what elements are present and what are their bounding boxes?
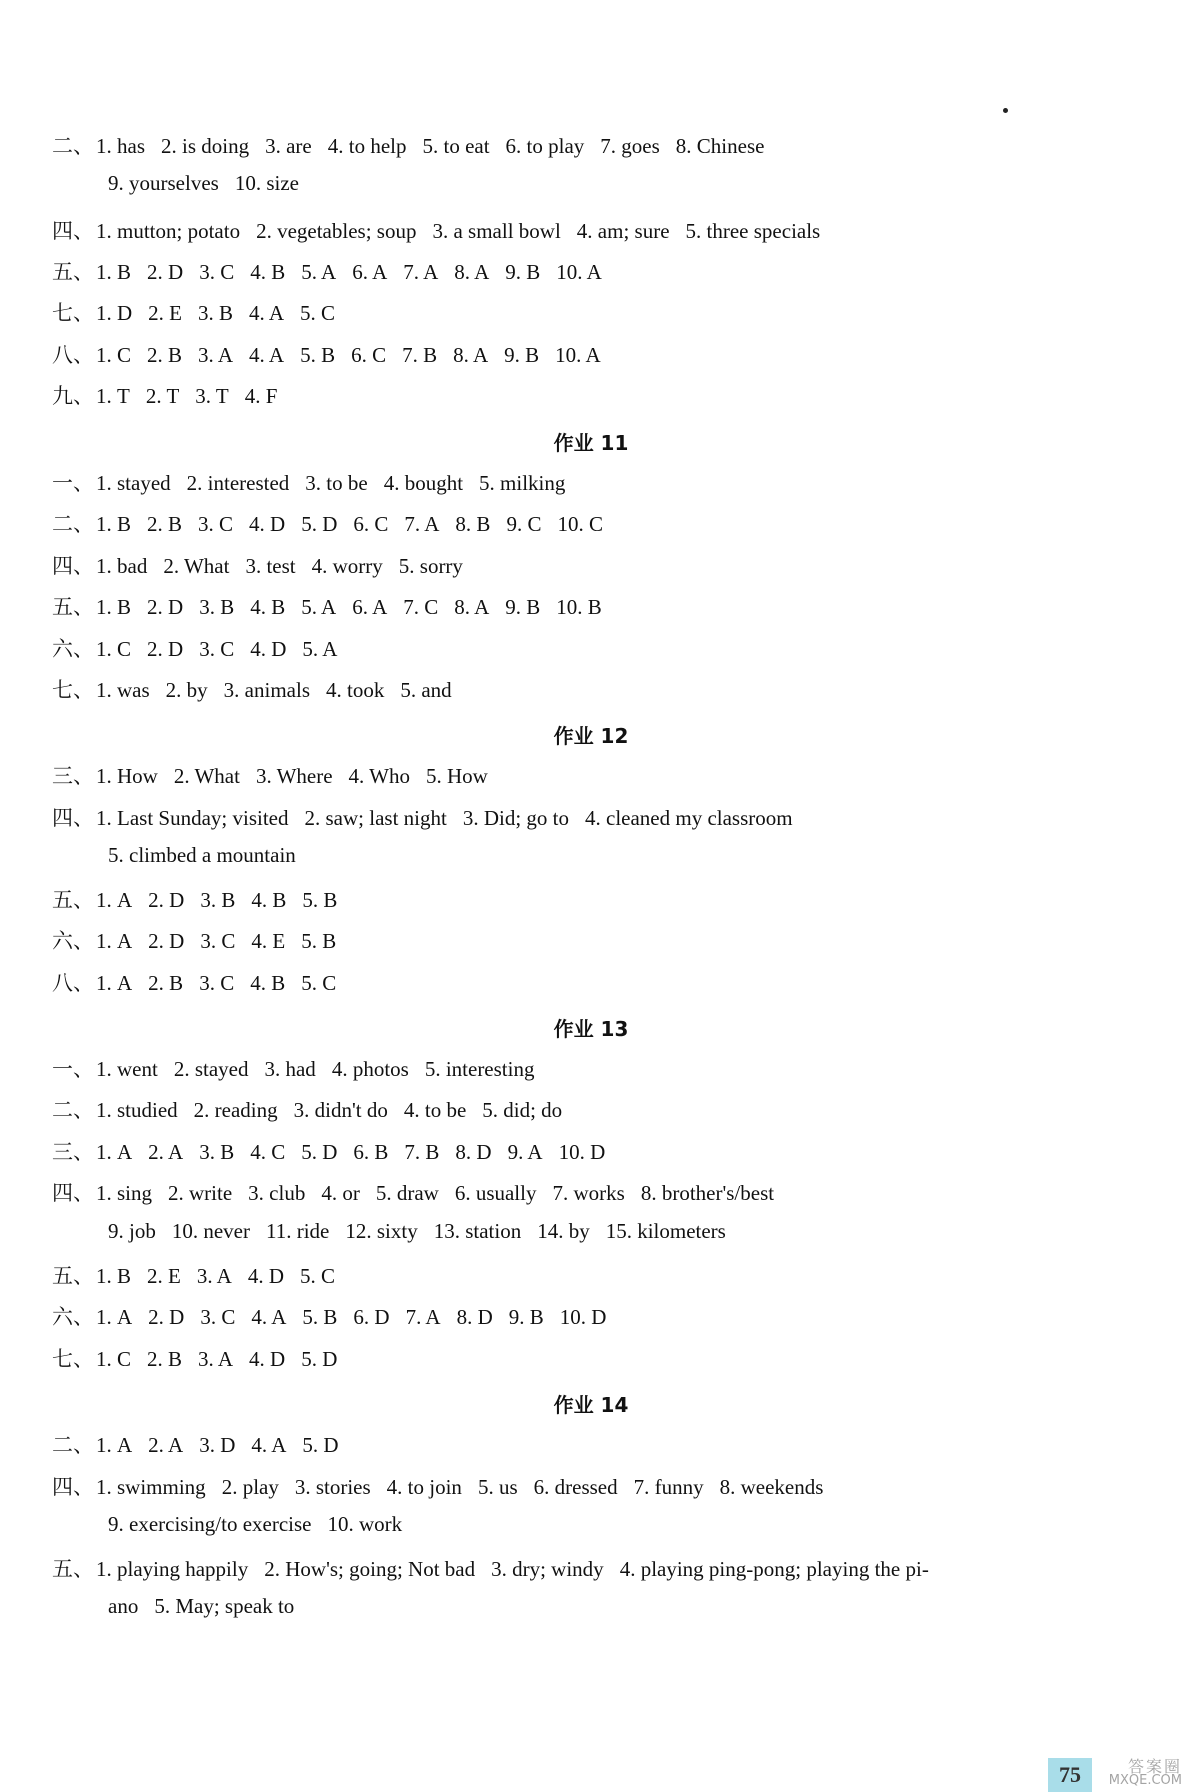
answer-item: 4. or <box>321 1181 360 1205</box>
answer-item: 2. B <box>147 512 183 536</box>
answer-item: 5. C <box>301 971 337 995</box>
answer-item: 6. C <box>351 343 387 367</box>
answer-line <box>52 593 1142 621</box>
answer-item: 10. D <box>559 1305 607 1329</box>
answer-item: 1. D <box>96 301 133 325</box>
answer-item: 4. C <box>250 1140 286 1164</box>
answer-item: 5. How <box>425 764 488 788</box>
answer-item: 1. went <box>96 1057 158 1081</box>
answer-line <box>52 1303 1142 1331</box>
answer-line <box>52 469 1142 497</box>
answer-item: 9. B <box>505 595 541 619</box>
section-label: 六、 <box>52 637 94 661</box>
answer-item: 5. did; do <box>482 1098 563 1122</box>
answer-item: 3. C <box>199 971 235 995</box>
section-heading: 作业 14 <box>553 1393 629 1417</box>
answer-item: 8. B <box>455 512 491 536</box>
answer-item: 6. D <box>353 1305 390 1329</box>
answer-item: 8. A <box>454 260 490 284</box>
answer-item: 10. A <box>555 343 601 367</box>
answer-item: 2. vegetables; soup <box>256 219 417 243</box>
section-label: 二、 <box>52 134 94 158</box>
answer-item: 7. A <box>403 260 439 284</box>
answer-item: 12. sixty <box>345 1219 418 1243</box>
section-label: 四、 <box>52 219 94 243</box>
answer-item: 3. B <box>199 1140 235 1164</box>
answer-item: 1. sing <box>96 1181 153 1205</box>
answer-item: 1. A <box>96 1433 133 1457</box>
answer-item: 2. saw; last night <box>304 806 447 830</box>
answer-line <box>52 299 1142 327</box>
answer-item: 1. was <box>96 678 150 702</box>
section-label: 五、 <box>52 260 94 284</box>
answer-line <box>52 1179 1142 1207</box>
answer-item: 5. B <box>301 929 337 953</box>
section-label: 九、 <box>52 384 94 408</box>
section-heading: 作业 13 <box>553 1017 629 1041</box>
answer-item: 1. A <box>96 888 133 912</box>
answer-item: 4. to help <box>327 134 407 158</box>
answer-item: 2. D <box>148 929 185 953</box>
watermark-logo: 答案圈 <box>1127 1757 1182 1776</box>
answer-item: 5. three specials <box>685 219 821 243</box>
answer-item: 4. to be <box>403 1098 467 1122</box>
answer-item: 4. B <box>251 888 287 912</box>
answer-item: 4. A <box>251 1433 287 1457</box>
section-label: 七、 <box>52 678 94 702</box>
answer-line <box>108 1217 1142 1245</box>
answer-item: 4. B <box>250 595 286 619</box>
answer-item: 1. B <box>96 595 132 619</box>
answer-item: 2. reading <box>193 1098 278 1122</box>
answer-item: 1. A <box>96 971 133 995</box>
answer-item: 4. F <box>244 384 278 408</box>
answer-item: 8. brother's/best <box>640 1181 775 1205</box>
answer-item: 7. works <box>552 1181 625 1205</box>
answer-item: 10. never <box>171 1219 250 1243</box>
answer-item: 3. club <box>248 1181 306 1205</box>
section-label: 六、 <box>52 1305 94 1329</box>
section-label: 一、 <box>52 1057 94 1081</box>
answer-item: 9. exercising/to exercise <box>108 1512 312 1536</box>
answer-item: 7. B <box>402 343 438 367</box>
answer-line <box>52 886 1142 914</box>
answer-line <box>52 382 1142 410</box>
answer-item: 5. us <box>477 1475 518 1499</box>
answer-item: 6. dressed <box>533 1475 618 1499</box>
answer-item: 2. How's; going; Not bad <box>264 1557 476 1581</box>
answer-item: 8. D <box>455 1140 492 1164</box>
section-label: 二、 <box>52 1098 94 1122</box>
answer-item: 6. A <box>352 595 388 619</box>
answer-item: 1. swimming <box>96 1475 206 1499</box>
answer-item: 2. is doing <box>161 134 250 158</box>
answer-item: 5. and <box>400 678 452 702</box>
section-label: 八、 <box>52 971 94 995</box>
answer-item: 9. job <box>108 1219 156 1243</box>
answer-item: 7. C <box>403 595 439 619</box>
answer-item: 7. goes <box>600 134 660 158</box>
answer-item: 3. C <box>199 260 235 284</box>
answer-item: 3. to be <box>305 471 368 495</box>
section-heading: 作业 12 <box>553 724 629 748</box>
answer-item: 2. A <box>148 1140 184 1164</box>
answer-item: 7. funny <box>633 1475 704 1499</box>
answer-item: 3. B <box>198 301 234 325</box>
answer-item: 3. A <box>196 1264 232 1288</box>
answer-item: 4. B <box>250 260 286 284</box>
answer-item: 1. A <box>96 1305 133 1329</box>
answer-line <box>108 1592 1142 1620</box>
answer-line <box>52 510 1142 538</box>
answer-line <box>52 341 1142 369</box>
answer-item: 4. B <box>250 971 286 995</box>
answer-item: 3. Did; go to <box>462 806 569 830</box>
answer-item: 4. A <box>249 301 285 325</box>
answer-item: 3. are <box>265 134 312 158</box>
answer-item: 4. playing ping-pong; playing the pi- <box>619 1557 929 1581</box>
answer-item: 5. interesting <box>424 1057 535 1081</box>
answer-item: 2. D <box>148 1305 185 1329</box>
answer-item: 1. bad <box>96 554 148 578</box>
watermark-url: MXQE.COM <box>1108 1773 1182 1788</box>
answer-item: 1. A <box>96 929 133 953</box>
answer-item: 4. to join <box>386 1475 462 1499</box>
answer-line <box>52 1055 1142 1083</box>
answer-item: 2. by <box>165 678 208 702</box>
answer-item: 10. work <box>327 1512 403 1536</box>
answer-item: 3. had <box>264 1057 316 1081</box>
answer-item: 3. a small bowl <box>432 219 561 243</box>
answer-item: 8. D <box>456 1305 493 1329</box>
answer-item: 5. C <box>300 301 336 325</box>
answer-item: 14. by <box>537 1219 590 1243</box>
answer-item: 5. B <box>302 888 338 912</box>
section-label: 一、 <box>52 471 94 495</box>
answer-item: 9. B <box>505 260 541 284</box>
section-label: 四、 <box>52 554 94 578</box>
answer-item: 4. am; sure <box>576 219 670 243</box>
answer-item: 3. C <box>198 512 234 536</box>
answer-item: 5. D <box>301 1347 338 1371</box>
section-label: 五、 <box>52 595 94 619</box>
answer-line <box>52 132 1142 160</box>
answer-line <box>52 927 1142 955</box>
answer-item: 4. E <box>251 929 286 953</box>
section-label: 六、 <box>52 929 94 953</box>
answer-line <box>52 1473 1142 1501</box>
answer-item: 4. photos <box>331 1057 409 1081</box>
answer-item: 1. stayed <box>96 471 171 495</box>
answer-item: 11. ride <box>265 1219 330 1243</box>
answer-item: 2. interested <box>186 471 290 495</box>
answer-item: 8. weekends <box>719 1475 824 1499</box>
answer-item: 2. write <box>168 1181 233 1205</box>
answer-item: 1. Last Sunday; visited <box>96 806 289 830</box>
answer-line <box>52 969 1142 997</box>
answer-line <box>52 635 1142 663</box>
answer-item: 3. dry; windy <box>491 1557 604 1581</box>
answer-item: 6. A <box>352 260 388 284</box>
answer-item: 5. A <box>301 260 337 284</box>
section-label: 七、 <box>52 301 94 325</box>
answer-item: 4. worry <box>311 554 383 578</box>
answer-item: 2. E <box>147 1264 181 1288</box>
section-label: 五、 <box>52 888 94 912</box>
answer-item: 8. A <box>454 595 490 619</box>
answer-item: 4. bought <box>383 471 464 495</box>
answer-item: 8. Chinese <box>675 134 765 158</box>
answer-item: 10. size <box>234 171 299 195</box>
section-heading: 作业 11 <box>553 431 629 455</box>
answer-line <box>52 217 1142 245</box>
answer-item: 6. C <box>353 512 389 536</box>
answer-item: 2. T <box>145 384 180 408</box>
answer-item: 4. cleaned my classroom <box>585 806 793 830</box>
section-label: 三、 <box>52 764 94 788</box>
answer-item: 3. D <box>199 1433 236 1457</box>
answer-item: 4. Who <box>348 764 410 788</box>
answer-item: 5. A <box>301 595 337 619</box>
answer-item: 2. B <box>147 1347 183 1371</box>
answer-item: 4. A <box>251 1305 287 1329</box>
answer-item: 9. A <box>507 1140 543 1164</box>
answer-item: 4. D <box>249 512 286 536</box>
answer-item: 6. usually <box>454 1181 537 1205</box>
answer-item: 2. D <box>147 637 184 661</box>
answer-item: 5. A <box>302 637 338 661</box>
answer-item: 3. B <box>200 888 236 912</box>
answer-item: 1. has <box>96 134 145 158</box>
answer-item: 5. draw <box>375 1181 439 1205</box>
section-label: 五、 <box>52 1264 94 1288</box>
answer-item: 5. D <box>301 1140 338 1164</box>
section-label: 四、 <box>52 806 94 830</box>
answer-item: 5. milking <box>479 471 566 495</box>
answer-item: 5. D <box>302 1433 339 1457</box>
section-label: 八、 <box>52 343 94 367</box>
answer-line <box>52 1262 1142 1290</box>
answer-item: 13. station <box>433 1219 522 1243</box>
answer-item: 1. How <box>96 764 158 788</box>
answer-line <box>52 804 1142 832</box>
answer-item: 2. stayed <box>173 1057 249 1081</box>
answer-item: 9. C <box>506 512 542 536</box>
answer-item: 3. C <box>200 1305 236 1329</box>
answer-item: 5. D <box>301 512 338 536</box>
answer-item: 5. sorry <box>398 554 463 578</box>
answer-item: 3. C <box>200 929 236 953</box>
answer-line <box>108 169 1142 197</box>
answer-item: 5. B <box>300 343 336 367</box>
answer-item: 1. C <box>96 1347 132 1371</box>
answer-item: 9. B <box>508 1305 544 1329</box>
answer-item: 7. A <box>404 512 440 536</box>
answer-item: 2. D <box>147 595 184 619</box>
answer-item: 2. B <box>148 971 184 995</box>
answer-line <box>52 676 1142 704</box>
answer-item: 2. E <box>148 301 182 325</box>
answer-item: 3. Where <box>255 764 333 788</box>
answer-item: 2. B <box>147 343 183 367</box>
answer-item: 10. D <box>558 1140 606 1164</box>
answer-line <box>52 1431 1142 1459</box>
answer-item: 3. A <box>198 343 234 367</box>
answer-item: 7. A <box>405 1305 441 1329</box>
answer-item: 5. to eat <box>422 134 490 158</box>
answer-item: 10. B <box>556 595 602 619</box>
answer-item: 2. What <box>173 764 240 788</box>
answer-item: 6. to play <box>505 134 585 158</box>
answer-line <box>108 841 1142 869</box>
section-label: 七、 <box>52 1347 94 1371</box>
answer-line <box>52 258 1142 286</box>
answer-line <box>52 1555 1142 1583</box>
answer-item: 3. stories <box>294 1475 371 1499</box>
answer-item: 4. took <box>326 678 385 702</box>
answer-line <box>52 552 1142 580</box>
section-label: 二、 <box>52 512 94 536</box>
answer-item: 4. D <box>250 637 287 661</box>
corner-mark <box>1003 108 1008 113</box>
answer-item: 2. D <box>147 260 184 284</box>
answer-item: 5. climbed a mountain <box>108 843 296 867</box>
answer-item: 3. C <box>199 637 235 661</box>
section-label: 二、 <box>52 1433 94 1457</box>
answer-item: 3. A <box>198 1347 234 1371</box>
answer-item: 1. studied <box>96 1098 178 1122</box>
answer-line <box>52 1345 1142 1373</box>
answer-item: 1. mutton; potato <box>96 219 241 243</box>
answer-item: 15. kilometers <box>605 1219 726 1243</box>
answer-item: 4. A <box>249 343 285 367</box>
answer-item: 4. D <box>247 1264 285 1288</box>
section-label: 五、 <box>52 1557 94 1581</box>
answer-item: 6. B <box>353 1140 389 1164</box>
answer-item: 3. didn't do <box>293 1098 388 1122</box>
answer-item: 7. B <box>404 1140 440 1164</box>
section-label: 三、 <box>52 1140 94 1164</box>
answer-item: 2. A <box>148 1433 184 1457</box>
answer-item: 1. B <box>96 512 132 536</box>
answer-line <box>108 1510 1142 1538</box>
answer-item: 1. A <box>96 1140 133 1164</box>
answer-item: 2. What <box>163 554 230 578</box>
answer-line <box>52 1096 1142 1124</box>
answer-item: 9. yourselves <box>108 171 219 195</box>
answer-line <box>52 1138 1142 1166</box>
answer-item: 3. B <box>199 595 235 619</box>
answer-item: 1. C <box>96 637 132 661</box>
answer-item: 2. D <box>148 888 185 912</box>
answer-item: 1. T <box>96 384 130 408</box>
answer-line <box>52 762 1142 790</box>
answer-item: 1. B <box>96 1264 132 1288</box>
section-label: 四、 <box>52 1181 94 1205</box>
answer-item: 5. May; speak to <box>154 1594 295 1618</box>
answer-item: 8. A <box>453 343 489 367</box>
answer-item: 3. T <box>195 384 229 408</box>
answer-item: ano <box>108 1594 139 1618</box>
page-number: 75 <box>1048 1758 1092 1792</box>
answer-item: 5. C <box>300 1264 336 1288</box>
watermark <box>1090 1757 1182 1792</box>
section-label: 四、 <box>52 1475 94 1499</box>
answer-item: 3. animals <box>223 678 310 702</box>
answer-item: 10. A <box>556 260 602 284</box>
answer-item: 10. C <box>557 512 603 536</box>
answer-item: 3. test <box>245 554 296 578</box>
answer-item: 4. D <box>249 1347 286 1371</box>
answer-item: 1. playing happily <box>96 1557 249 1581</box>
answer-item: 2. play <box>221 1475 279 1499</box>
answer-item: 9. B <box>504 343 540 367</box>
answer-item: 1. B <box>96 260 132 284</box>
answer-item: 1. C <box>96 343 132 367</box>
answer-item: 5. B <box>302 1305 338 1329</box>
